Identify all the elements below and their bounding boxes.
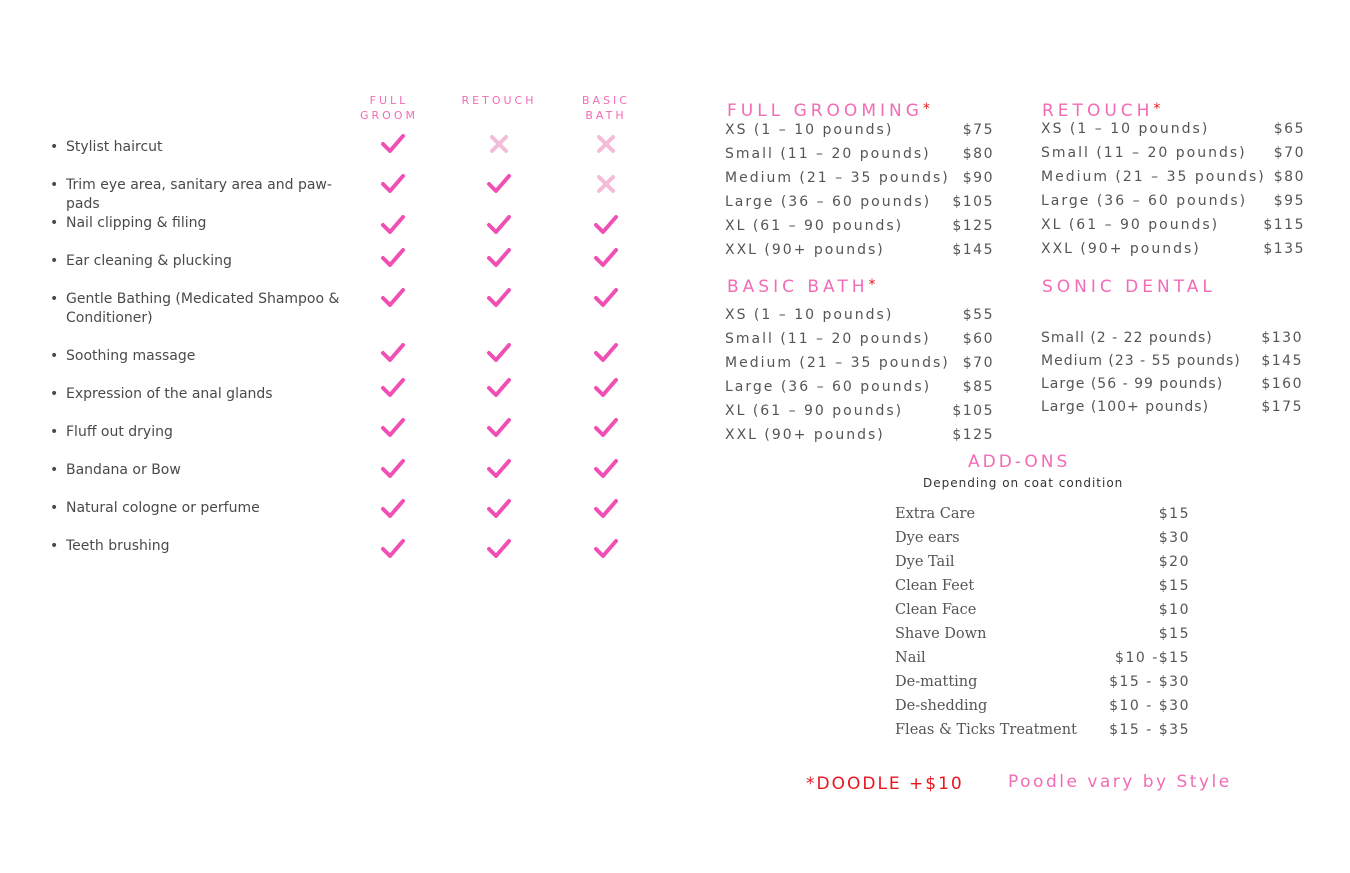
addon-price: $30 <box>1158 530 1190 546</box>
addons-subtitle: Depending on coat condition <box>923 476 1124 490</box>
bullet-icon: • <box>50 500 59 516</box>
bullet-icon: • <box>50 291 59 307</box>
feature-label: Ear cleaning & plucking <box>66 253 232 269</box>
retouch-size: Large (36 – 60 pounds) <box>1041 193 1248 209</box>
check-icon-retouch <box>486 171 512 197</box>
addon-name: Clean Face <box>895 602 977 618</box>
check-icon-full-groom <box>380 496 406 522</box>
retouch-price: $115 <box>1263 217 1305 233</box>
bullet-icon: • <box>50 348 59 364</box>
retouch-price: $70 <box>1273 145 1305 161</box>
basic-bath-size: XXL (90+ pounds) <box>725 427 885 443</box>
retouch-size: XS (1 – 10 pounds) <box>1041 121 1210 137</box>
full-grooming-price: $145 <box>952 242 994 258</box>
check-icon-retouch <box>486 415 512 441</box>
bullet-icon: • <box>50 139 59 155</box>
check-icon-basic-bath <box>593 496 619 522</box>
sonic-dental-price: $160 <box>1261 376 1303 392</box>
sonic-dental-price: $175 <box>1261 399 1303 415</box>
basic-bath-size: Medium (21 – 35 pounds) <box>725 355 950 371</box>
retouch-size: XL (61 – 90 pounds) <box>1041 217 1220 233</box>
x-icon-basic-bath <box>593 131 619 157</box>
check-icon-full-groom <box>380 340 406 366</box>
addon-name: Dye ears <box>895 530 960 546</box>
check-icon-retouch <box>486 212 512 238</box>
poodle-note: Poodle vary by Style <box>1008 772 1232 792</box>
addon-price: $20 <box>1158 554 1190 570</box>
bullet-icon: • <box>50 538 59 554</box>
check-icon-full-groom <box>380 415 406 441</box>
addon-price: $10 - $30 <box>1109 698 1190 714</box>
addon-name: Extra Care <box>895 506 976 522</box>
full-grooming-size: XL (61 – 90 pounds) <box>725 218 904 234</box>
retouch-size: XXL (90+ pounds) <box>1041 241 1201 257</box>
basic-bath-price: $85 <box>962 379 994 395</box>
feature-label: Soothing massage <box>66 348 196 364</box>
feature-label: Expression of the anal glands <box>66 386 273 402</box>
feature-label: Teeth brushing <box>66 538 170 554</box>
check-icon-basic-bath <box>593 375 619 401</box>
addon-price: $15 <box>1158 506 1190 522</box>
bullet-icon: • <box>50 253 59 269</box>
check-icon-full-groom <box>380 245 406 271</box>
bullet-icon: • <box>50 386 59 402</box>
basic-bath-price: $70 <box>962 355 994 371</box>
check-icon-retouch <box>486 456 512 482</box>
check-icon-full-groom <box>380 285 406 311</box>
check-icon-full-groom <box>380 456 406 482</box>
check-icon-basic-bath <box>593 285 619 311</box>
x-icon-retouch <box>486 131 512 157</box>
feature-label: Gentle Bathing (Medicated Shampoo & Conditioner) <box>66 291 340 326</box>
retouch-size: Medium (21 – 35 pounds) <box>1041 169 1266 185</box>
basic-bath-title: BASIC BATH* <box>727 277 876 297</box>
retouch-size: Small (11 – 20 pounds) <box>1041 145 1247 161</box>
col-head-basic-bath: BASIC BATH <box>582 94 630 122</box>
retouch-price: $80 <box>1273 169 1305 185</box>
addon-name: De-shedding <box>895 698 988 714</box>
feature-label: Trim eye area, sanitary area and paw-pads <box>66 177 332 212</box>
retouch-price: $65 <box>1273 121 1305 137</box>
feature-label: Natural cologne or perfume <box>66 500 260 516</box>
full-grooming-price: $105 <box>952 194 994 210</box>
check-icon-retouch <box>486 375 512 401</box>
col-head-full-groom: FULL GROOM <box>360 94 418 122</box>
check-icon-full-groom <box>380 131 406 157</box>
check-icon-full-groom <box>380 375 406 401</box>
feature-label: Nail clipping & filing <box>66 215 207 231</box>
basic-bath-size: XS (1 – 10 pounds) <box>725 307 894 323</box>
addon-name: Nail <box>895 650 926 666</box>
addon-price: $10 <box>1158 602 1190 618</box>
retouch-price: $95 <box>1273 193 1305 209</box>
addon-name: Shave Down <box>895 626 987 642</box>
full-grooming-size: Medium (21 – 35 pounds) <box>725 170 950 186</box>
retouch-title: RETOUCH* <box>1042 101 1161 121</box>
doodle-note: *DOODLE +$10 <box>806 774 964 794</box>
basic-bath-size: Small (11 – 20 pounds) <box>725 331 931 347</box>
full-grooming-price: $90 <box>962 170 994 186</box>
check-icon-full-groom <box>380 536 406 562</box>
addon-name: Clean Feet <box>895 578 975 594</box>
feature-label: Stylist haircut <box>66 139 163 155</box>
feature-label: Bandana or Bow <box>66 462 181 478</box>
basic-bath-size: Large (36 – 60 pounds) <box>725 379 932 395</box>
bullet-icon: • <box>50 177 59 193</box>
basic-bath-price: $60 <box>962 331 994 347</box>
addon-price: $15 <box>1158 578 1190 594</box>
check-icon-basic-bath <box>593 245 619 271</box>
addon-price: $15 - $30 <box>1109 674 1190 690</box>
full-grooming-size: Large (36 – 60 pounds) <box>725 194 932 210</box>
check-icon-full-groom <box>380 212 406 238</box>
full-grooming-price: $75 <box>962 122 994 138</box>
full-grooming-title: FULL GROOMING* <box>727 101 930 121</box>
check-icon-retouch <box>486 285 512 311</box>
addon-price: $15 <box>1158 626 1190 642</box>
check-icon-basic-bath <box>593 340 619 366</box>
check-icon-full-groom <box>380 171 406 197</box>
addon-price: $10 -$15 <box>1115 650 1190 666</box>
sonic-dental-price: $130 <box>1261 330 1303 346</box>
full-grooming-price: $125 <box>952 218 994 234</box>
addon-name: De-matting <box>895 674 978 690</box>
full-grooming-price: $80 <box>962 146 994 162</box>
col-head-retouch: RETOUCH <box>461 94 537 107</box>
full-grooming-size: Small (11 – 20 pounds) <box>725 146 931 162</box>
addon-name: Fleas & Ticks Treatment <box>895 722 1077 738</box>
basic-bath-size: XL (61 – 90 pounds) <box>725 403 904 419</box>
bullet-icon: • <box>50 462 59 478</box>
addon-name: Dye Tail <box>895 554 955 570</box>
sonic-dental-title: SONIC DENTAL <box>1042 277 1216 297</box>
check-icon-basic-bath <box>593 456 619 482</box>
check-icon-basic-bath <box>593 536 619 562</box>
basic-bath-price: $105 <box>952 403 994 419</box>
sonic-dental-size: Large (100+ pounds) <box>1041 399 1210 415</box>
retouch-price: $135 <box>1263 241 1305 257</box>
basic-bath-price: $55 <box>962 307 994 323</box>
addon-price: $15 - $35 <box>1109 722 1190 738</box>
full-grooming-size: XXL (90+ pounds) <box>725 242 885 258</box>
sonic-dental-size: Medium (23 - 55 pounds) <box>1041 353 1241 369</box>
x-icon-basic-bath <box>593 171 619 197</box>
bullet-icon: • <box>50 215 59 231</box>
check-icon-retouch <box>486 496 512 522</box>
check-icon-basic-bath <box>593 212 619 238</box>
check-icon-retouch <box>486 536 512 562</box>
basic-bath-price: $125 <box>952 427 994 443</box>
feature-label: Fluff out drying <box>66 424 173 440</box>
addons-title: ADD-ONS <box>968 452 1071 472</box>
sonic-dental-size: Small (2 - 22 pounds) <box>1041 330 1213 346</box>
sonic-dental-size: Large (56 - 99 pounds) <box>1041 376 1224 392</box>
bullet-icon: • <box>50 424 59 440</box>
check-icon-retouch <box>486 245 512 271</box>
check-icon-basic-bath <box>593 415 619 441</box>
full-grooming-size: XS (1 – 10 pounds) <box>725 122 894 138</box>
check-icon-retouch <box>486 340 512 366</box>
sonic-dental-price: $145 <box>1261 353 1303 369</box>
